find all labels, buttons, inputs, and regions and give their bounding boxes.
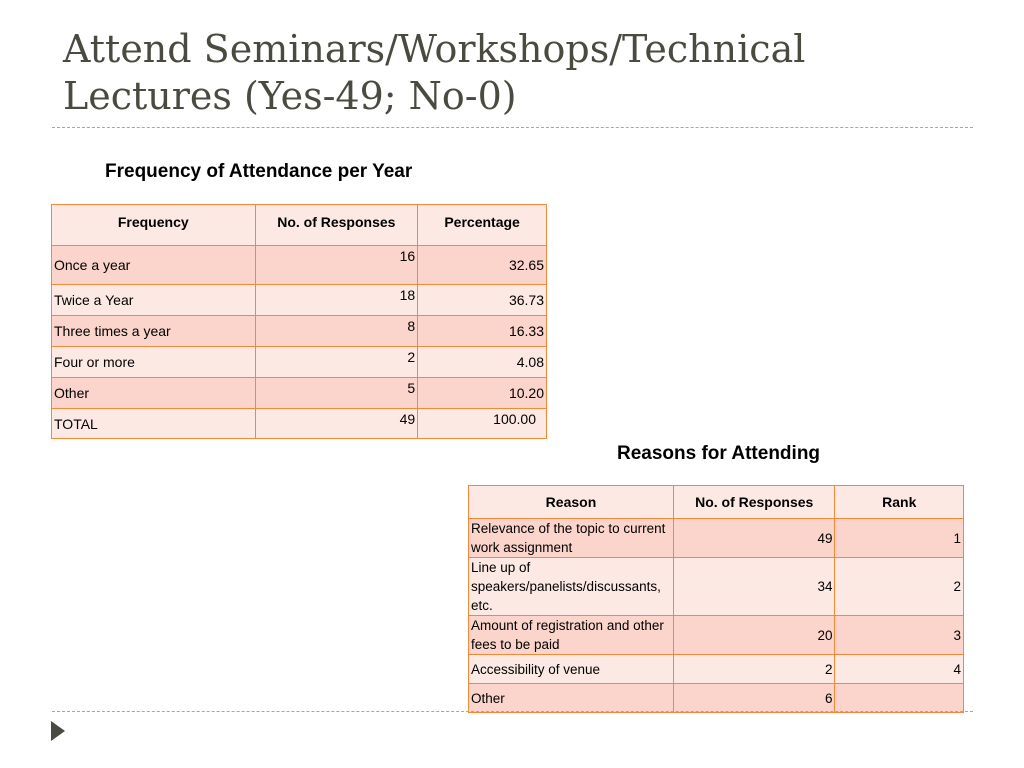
percentage-cell: 4.08: [418, 347, 547, 378]
reason-cell: Accessibility of venue: [469, 655, 674, 684]
column-header: Reason: [469, 486, 674, 519]
responses-cell: 49: [255, 409, 418, 439]
column-header: Rank: [835, 486, 964, 519]
frequency-cell: Three times a year: [52, 316, 256, 347]
table-row-total: [52, 409, 547, 439]
reasons-table: [468, 485, 964, 713]
reasons-table-caption: Reasons for Attending: [617, 443, 821, 464]
bottom-divider: [52, 711, 973, 712]
table-row: [52, 316, 547, 347]
column-header: No. of Responses: [255, 205, 418, 246]
table-row: [469, 616, 964, 655]
responses-cell: 8: [255, 316, 418, 347]
rank-cell: 1: [835, 519, 964, 558]
responses-cell: 2: [673, 655, 835, 684]
percentage-cell: 36.73: [418, 285, 547, 316]
rank-cell: 3: [835, 616, 964, 655]
rank-cell: 2: [835, 558, 964, 616]
responses-cell: 6: [673, 684, 835, 713]
responses-cell: 5: [255, 378, 418, 409]
frequency-cell: Once a year: [52, 246, 256, 285]
rank-cell: 4: [835, 655, 964, 684]
reason-cell: Amount of registration and other fees to be paid: [469, 616, 674, 655]
rank-cell: [835, 684, 964, 713]
frequency-cell: Four or more: [52, 347, 256, 378]
responses-cell: 18: [255, 285, 418, 316]
frequency-table: [51, 204, 547, 439]
play-triangle-icon: [51, 721, 65, 741]
frequency-cell: TOTAL: [52, 409, 256, 439]
table-row: [52, 347, 547, 378]
top-divider: [52, 127, 973, 128]
frequency-table-caption: Frequency of Attendance per Year: [105, 161, 413, 182]
table-row: [469, 684, 964, 713]
responses-cell: 2: [255, 347, 418, 378]
percentage-cell: 10.20: [418, 378, 547, 409]
responses-cell: 20: [673, 616, 835, 655]
table-row: [469, 558, 964, 616]
column-header: Percentage: [418, 205, 547, 246]
table-row: [469, 519, 964, 558]
percentage-cell: 32.65: [418, 246, 547, 285]
reason-cell: Relevance of the topic to current work assignment: [469, 519, 674, 558]
percentage-cell: 16.33: [418, 316, 547, 347]
frequency-cell: Other: [52, 378, 256, 409]
responses-cell: 16: [255, 246, 418, 285]
reason-cell: Line up of speakers/panelists/discussants, etc.: [469, 558, 674, 616]
percentage-cell: 100.00: [418, 409, 547, 439]
column-header: No. of Responses: [673, 486, 835, 519]
table-row: [52, 378, 547, 409]
column-header: Frequency: [52, 205, 256, 246]
table-row: [469, 655, 964, 684]
table-row: [52, 246, 547, 285]
table-row: [52, 285, 547, 316]
responses-cell: 49: [673, 519, 835, 558]
table-header-row: [52, 205, 547, 246]
table-header-row: [469, 486, 964, 519]
reason-cell: Other: [469, 684, 674, 713]
slide-title: Attend Seminars/Workshops/Technical Lectures (Yes-49; No-0): [63, 27, 806, 118]
frequency-cell: Twice a Year: [52, 285, 256, 316]
responses-cell: 34: [673, 558, 835, 616]
